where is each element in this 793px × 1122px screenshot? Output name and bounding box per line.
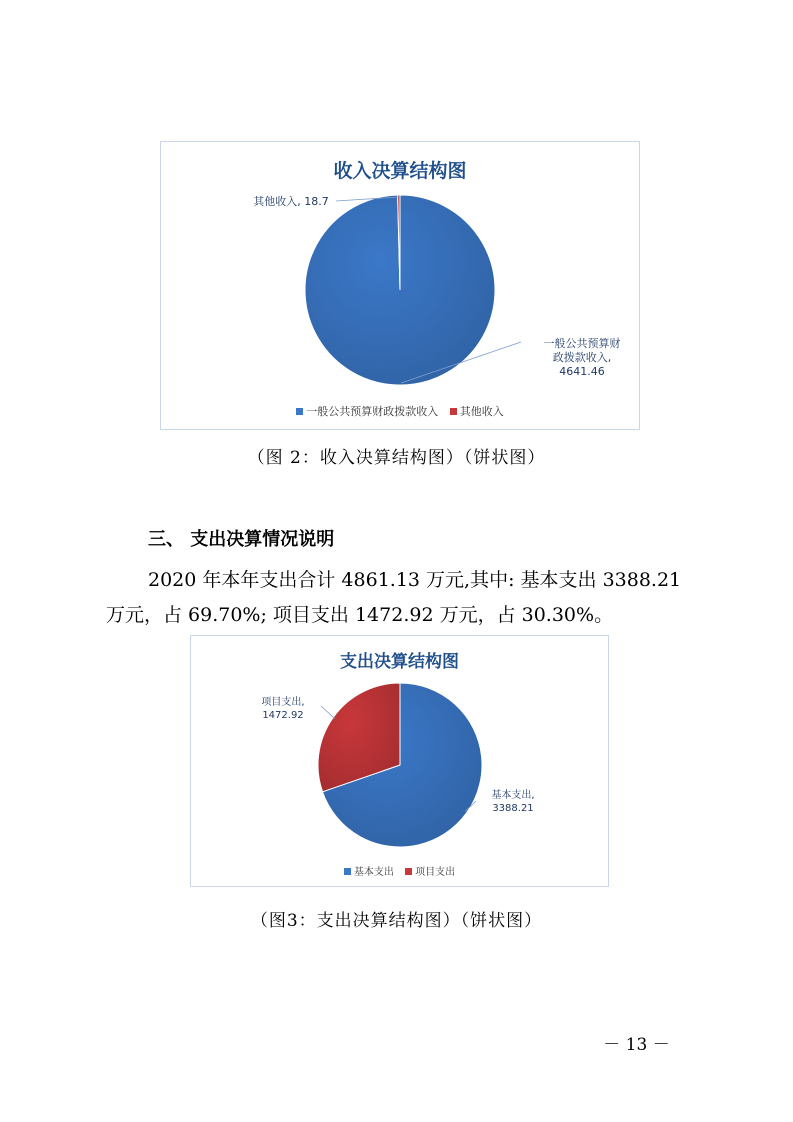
income-pie — [161, 142, 639, 429]
figure-2-caption: （图 2：收入决算结构图）（饼状图） — [247, 448, 546, 468]
figure-3-caption: （图3：支出决算结构图）（饼状图） — [250, 911, 543, 931]
summary-line-2: 万元，占 69.70%; 项目支出 1472.92 万元，占 30.30%。 — [106, 604, 614, 626]
data-label-0: 一般公共预算财政拨款收入, 4641.46 — [543, 337, 621, 378]
legend-item-basic — [344, 863, 394, 878]
summary-line-1: 2020 年本年支出合计 4861.13 万元,其中: 基本支出 3388.21 — [148, 569, 682, 591]
section-heading: 三、 支出决算情况说明 — [148, 529, 335, 550]
expenditure-legend — [191, 863, 608, 878]
legend-item-project — [405, 863, 455, 878]
legend-label: 其他收入 — [459, 405, 504, 418]
data-label-1: 项目支出, 1472.92 — [261, 697, 305, 721]
legend-swatch — [296, 408, 303, 415]
data-label-0: 基本支出, 3388.21 — [491, 790, 535, 814]
expenditure-pie — [191, 636, 608, 886]
legend-item-general-budget — [296, 403, 438, 419]
legend-item-other-income — [450, 403, 504, 419]
legend-label: 一般公共预算财政拨款收入 — [306, 405, 439, 418]
legend-swatch — [344, 868, 351, 875]
legend-label: 项目支出 — [415, 867, 456, 878]
leader-line-1 — [321, 706, 335, 719]
page-number-text: － 13 － — [603, 1035, 670, 1055]
income-chart — [160, 141, 640, 430]
legend-swatch — [405, 868, 412, 875]
legend-label: 基本支出 — [353, 867, 394, 878]
legend-swatch — [450, 408, 457, 415]
expenditure-chart — [190, 635, 609, 887]
page-number — [0, 1030, 793, 1055]
income-legend — [161, 403, 639, 419]
data-label-1: 其他收入, 18.7 — [253, 195, 329, 208]
income-chart-title: 收入决算结构图 — [333, 160, 467, 182]
expenditure-chart-title: 支出决算结构图 — [340, 652, 459, 672]
